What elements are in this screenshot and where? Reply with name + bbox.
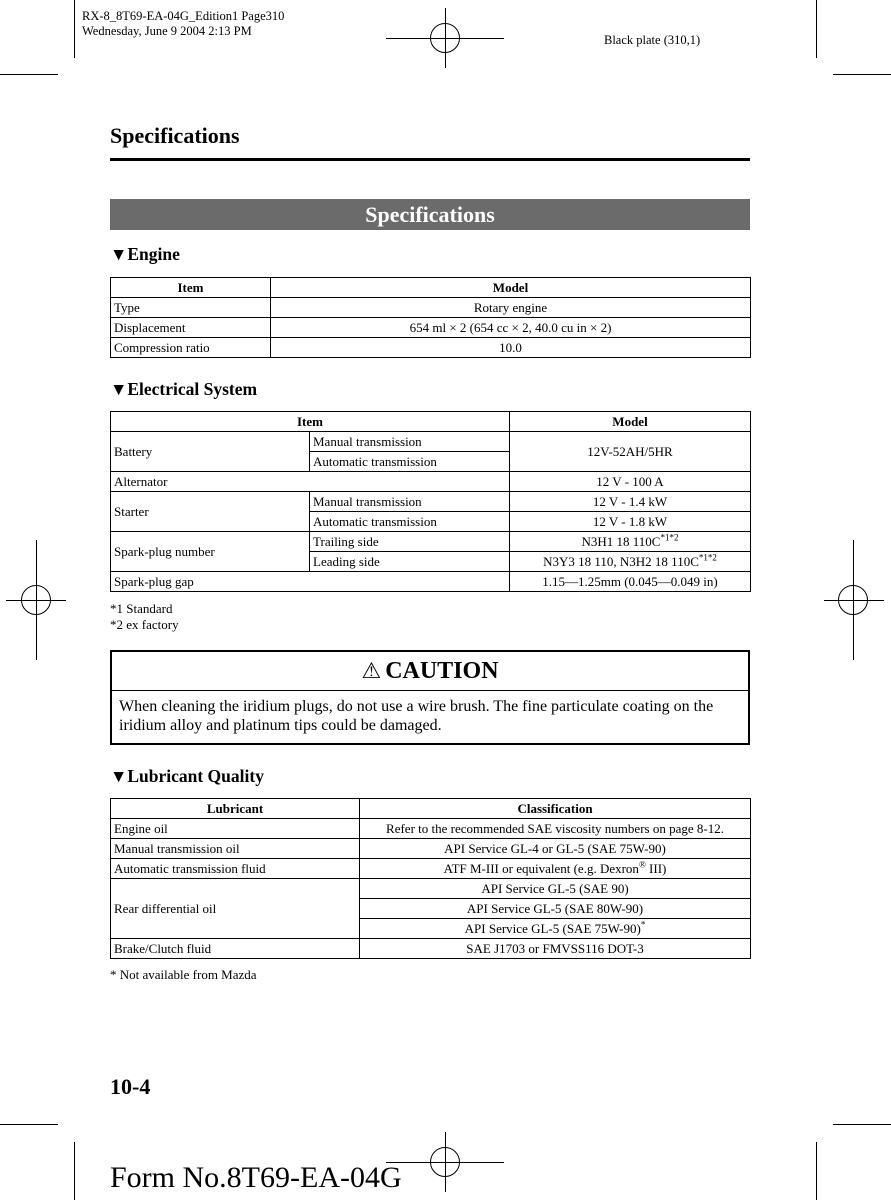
crop-mark-bottom-right-h: [833, 1124, 891, 1125]
table-header-row: [111, 799, 751, 819]
engine-heading-text: Engine: [127, 244, 180, 264]
lubricant-table: [110, 798, 751, 959]
trailing-model-text: N3H1 18 110C: [581, 534, 661, 549]
print-file-info: [82, 9, 284, 39]
table-cell: 10.0: [271, 338, 751, 358]
crop-mark-top-left-v: [74, 0, 75, 58]
electrical-heading: [110, 379, 257, 400]
table-cell: 12 V - 1.4 kW: [510, 492, 751, 512]
rear-diff-class-text: API Service GL-5 (SAE 75W-90): [464, 921, 641, 936]
table-cell: 12 V - 100 A: [510, 472, 751, 492]
footnote-ref: *1*2: [660, 532, 679, 543]
table-row: [111, 532, 751, 552]
table-cell: Starter: [111, 492, 310, 532]
table-row: [111, 879, 751, 899]
table-cell: SAE J1703 or FMVSS116 DOT-3: [360, 939, 751, 959]
print-file-name: RX-8_8T69-EA-04G_Edition1 Page310: [82, 9, 285, 23]
registered-mark: ®: [638, 859, 646, 870]
atf-class-text: ATF M-III or equivalent (e.g. Dexron: [443, 861, 639, 876]
table-row: [111, 298, 751, 318]
crop-mark-top-left-h: [0, 74, 58, 75]
table-row: [111, 839, 751, 859]
column-header-lubricant: Lubricant: [111, 799, 360, 819]
table-cell: Manual transmission: [310, 492, 510, 512]
table-cell: Alternator: [111, 472, 510, 492]
table-row: [111, 492, 751, 512]
table-cell: Type: [111, 298, 271, 318]
print-date: Wednesday, June 9 2004 2:13 PM: [82, 24, 252, 38]
table-cell: Spark-plug gap: [111, 572, 510, 592]
table-cell: 654 ml × 2 (654 cc × 2, 40.0 cu in × 2): [271, 318, 751, 338]
electrical-heading-text: Electrical System: [127, 379, 258, 399]
crop-mark-bottom-left-h: [0, 1124, 58, 1125]
table-cell: [360, 859, 751, 879]
table-row: [111, 318, 751, 338]
triangle-bullet-icon: ▼: [110, 379, 128, 399]
table-row: [111, 572, 751, 592]
atf-class-text-end: III): [645, 861, 667, 876]
footnote: *2 ex factory: [110, 617, 179, 632]
lubricant-heading-text: Lubricant Quality: [127, 766, 264, 786]
table-row: [111, 939, 751, 959]
warning-triangle-icon: ⚠: [361, 658, 382, 684]
table-cell: Automatic transmission: [310, 512, 510, 532]
table-cell: Automatic transmission fluid: [111, 859, 360, 879]
title-rule: [110, 158, 750, 161]
crop-mark-bottom-right-v: [816, 1142, 817, 1200]
column-header-item: Item: [111, 412, 510, 432]
crop-mark-top-right-h: [833, 74, 891, 75]
leading-model-text: N3Y3 18 110, N3H2 18 110C: [543, 554, 699, 569]
table-cell: 1.15—1.25mm (0.045—0.049 in): [510, 572, 751, 592]
table-cell: Manual transmission oil: [111, 839, 360, 859]
table-header-row: [111, 412, 751, 432]
footnote-ref: *1*2: [698, 552, 717, 563]
table-cell: Rear differential oil: [111, 879, 360, 939]
table-cell: Trailing side: [310, 532, 510, 552]
table-row: [111, 472, 751, 492]
table-cell: API Service GL-5 (SAE 80W-90): [360, 899, 751, 919]
column-header-item: Item: [111, 278, 271, 298]
footnote: *1 Standard: [110, 601, 173, 616]
column-header-model: Model: [271, 278, 751, 298]
table-cell: [510, 532, 751, 552]
section-banner: [110, 199, 750, 230]
table-row: [111, 338, 751, 358]
table-cell: Leading side: [310, 552, 510, 572]
table-cell: [510, 552, 751, 572]
table-cell: Refer to the recommended SAE viscosity numbers on page 8-12.: [360, 819, 751, 839]
table-cell: Compression ratio: [111, 338, 271, 358]
plate-label: Black plate (310,1): [604, 33, 701, 47]
table-cell: Manual transmission: [310, 432, 510, 452]
engine-heading: [110, 244, 180, 265]
form-number: Form No.8T69-EA-04G: [110, 1161, 402, 1194]
column-header-classification: Classification: [360, 799, 751, 819]
crop-mark-top-right-v: [816, 0, 817, 58]
table-cell: 12 V - 1.8 kW: [510, 512, 751, 532]
triangle-bullet-icon: ▼: [110, 766, 128, 786]
table-cell: 12V-52AH/5HR: [510, 432, 751, 472]
triangle-bullet-icon: ▼: [110, 244, 128, 264]
banner-title: Specifications: [365, 202, 495, 227]
caution-box: [110, 650, 750, 745]
table-row: [111, 819, 751, 839]
table-cell: Engine oil: [111, 819, 360, 839]
table-cell: Spark-plug number: [111, 532, 310, 572]
caution-title: CAUTION: [385, 657, 499, 684]
caution-text: When cleaning the iridium plugs, do not use a wire brush. The fine particulate coating on the iridium alloy and platinum tips could be damaged.: [119, 698, 714, 734]
caution-header: [112, 652, 748, 691]
table-cell: Displacement: [111, 318, 271, 338]
crop-mark-bottom-left-v: [74, 1142, 75, 1200]
engine-table: [110, 277, 751, 358]
table-row: [111, 859, 751, 879]
page-title: Specifications: [110, 123, 240, 148]
table-cell: Brake/Clutch fluid: [111, 939, 360, 959]
column-header-model: Model: [510, 412, 751, 432]
asterisk-ref: *: [640, 919, 646, 930]
table-cell: API Service GL-4 or GL-5 (SAE 75W-90): [360, 839, 751, 859]
lubricant-footnote: * Not available from Mazda: [110, 967, 257, 982]
table-cell: Battery: [111, 432, 310, 472]
page-number: 10-4: [110, 1074, 151, 1099]
table-row: [111, 432, 751, 452]
electrical-table: [110, 411, 751, 592]
table-cell: Automatic transmission: [310, 452, 510, 472]
lubricant-heading: [110, 766, 264, 787]
table-header-row: [111, 278, 751, 298]
table-cell: [360, 919, 751, 939]
table-cell: API Service GL-5 (SAE 90): [360, 879, 751, 899]
electrical-footnotes: [110, 601, 179, 633]
table-cell: Rotary engine: [271, 298, 751, 318]
